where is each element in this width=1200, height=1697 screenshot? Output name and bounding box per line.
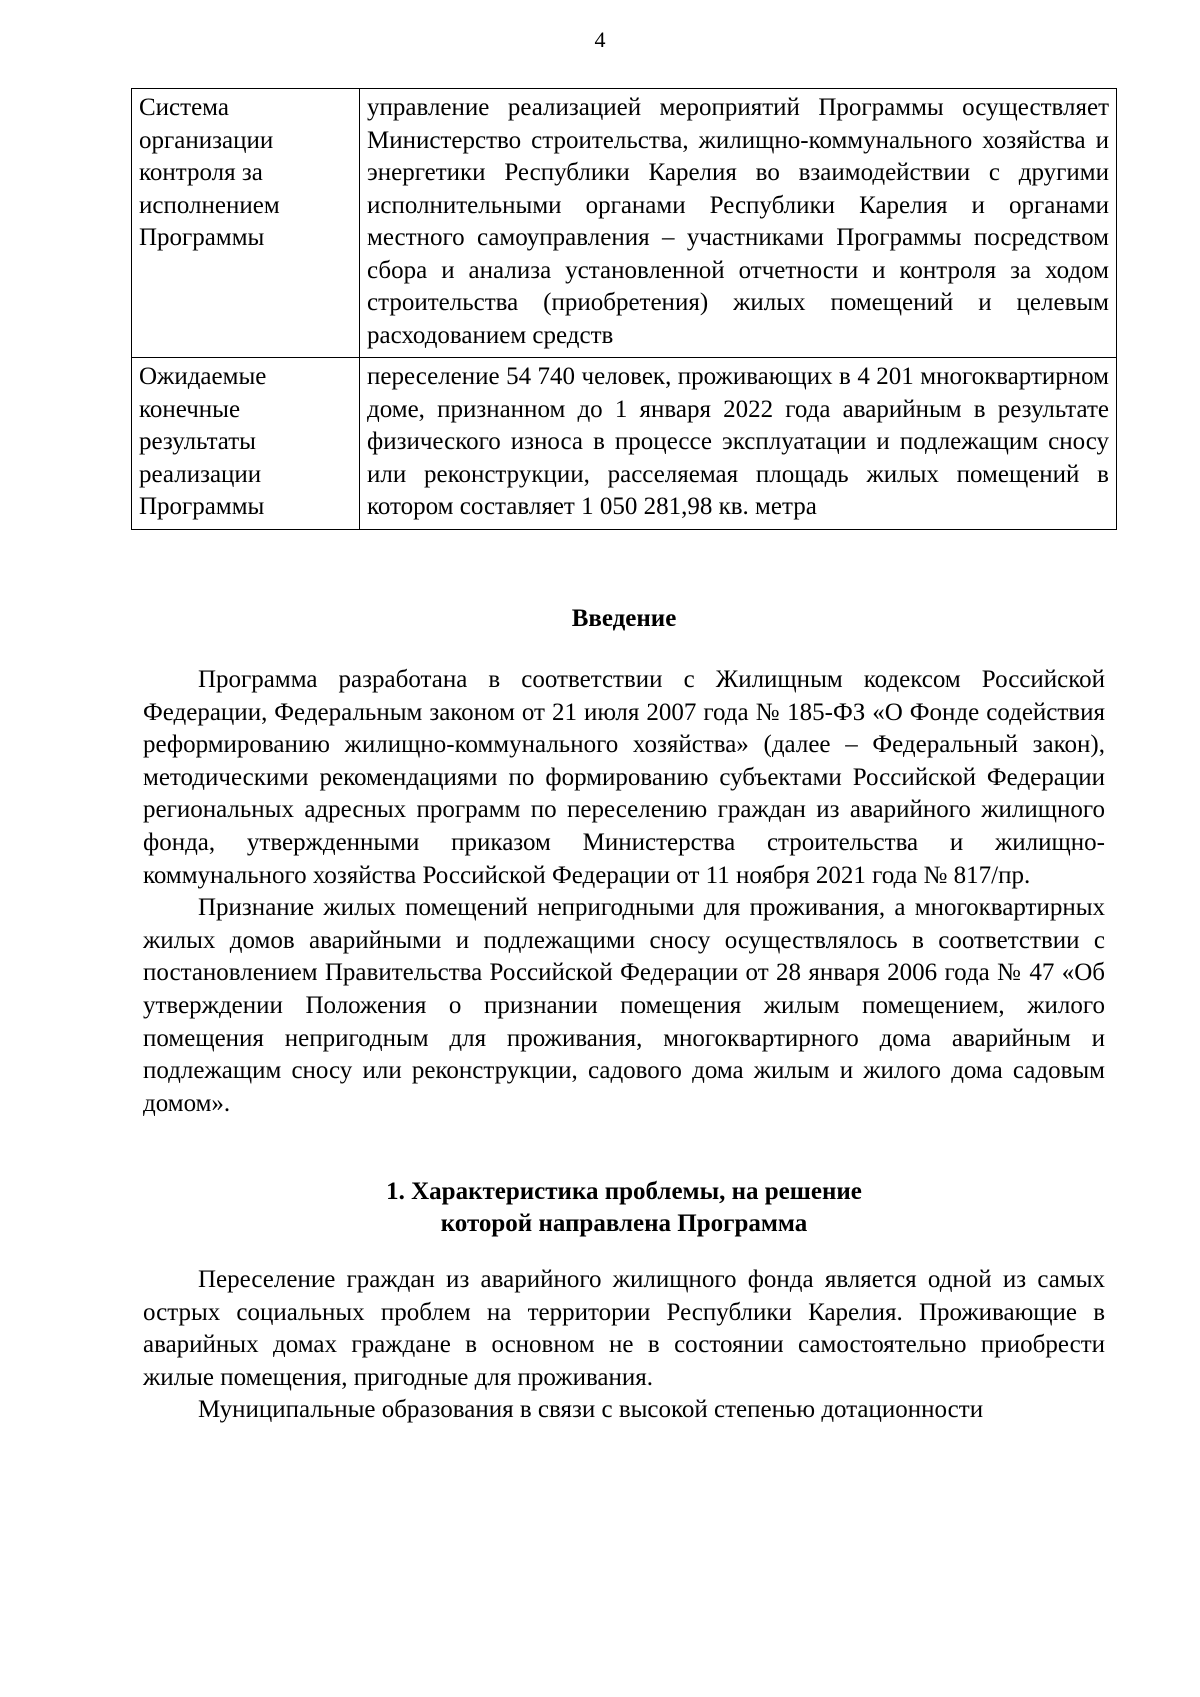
- intro-paragraph: Программа разработана в соответствии с Жилищным кодексом Российской Федерации, Федеральным законом от 21 июля 2007 года № 185-ФЗ «О Фонде содействия реформированию жилищно-коммунального хозяйства» (далее – Федеральный закон), методическими рекомендациями по формированию субъектами Российской Федерации региональных адресных программ по переселению граждан из аварийного жилищного фонда, утвержденными приказом Министерства строительства и жилищно-коммунального хозяйства Российской Федерации от 11 ноября 2021 года № 817/пр.: [143, 666, 1105, 889]
- passport-value-cell: управление реализацией мероприятий Программы осуществляет Министерство строительства, жилищно-коммунального хозяйства и энергетики Республики Карелия во взаимодействии с другими исполнительными органами Республики Карелия и органами местного самоуправления – участниками Программы посредством сбора и анализа установленной отчетности и контроля за ходом строительства (приобретения) жилых помещений и целевым расходованием средств: [360, 89, 1117, 358]
- section1-heading: [143, 1176, 1105, 1240]
- intro-body: [143, 664, 1105, 1120]
- program-passport-table: [131, 88, 1117, 530]
- table-row: [132, 89, 1117, 358]
- intro-heading: Введение: [571, 605, 677, 632]
- page-number: 4: [594, 27, 606, 52]
- section1-heading-line: которой направлена Программа: [440, 1210, 808, 1237]
- section1-paragraph: Муниципальные образования в связи с высокой степенью дотационности: [198, 1396, 984, 1424]
- table-row: [132, 358, 1117, 530]
- passport-label-cell: Система организации контроля за исполнением Программы: [132, 89, 360, 358]
- intro-paragraph: Признание жилых помещений непригодными для проживания, а многоквартирных жилых домов аварийными и подлежащими сносу осуществлялось в соответствии с постановлением Правительства Российской Федерации от 28 января 2006 года № 47 «Об утверждении Положения о признании помещения жилым помещением, жилого помещения непригодным для проживания, многоквартирного дома аварийным и подлежащим сносу или реконструкции, садового дома жилым и жилого дома садовым домом».: [143, 894, 1105, 1117]
- section1-paragraph: Переселение граждан из аварийного жилищного фонда является одной из самых острых социальных проблем на территории Республики Карелия. Проживающие в аварийных домах граждане в основном не в состоянии самостоятельно приобрести жилые помещения, пригодные для проживания.: [143, 1266, 1105, 1391]
- section1-body: [143, 1264, 1105, 1427]
- passport-label-cell: Ожидаемые конечные результаты реализации Программы: [132, 358, 360, 530]
- passport-value-cell: переселение 54 740 человек, проживающих в 4 201 многоквартирном доме, признанном до 1 января 2022 года аварийным в результате физического износа в процессе эксплуатации и подлежащим сносу или реконструкции, расселяемая площадь жилых помещений в котором составляет 1 050 281,98 кв. метра: [360, 358, 1117, 530]
- section1-heading-line: 1. Характеристика проблемы, на решение: [386, 1178, 862, 1205]
